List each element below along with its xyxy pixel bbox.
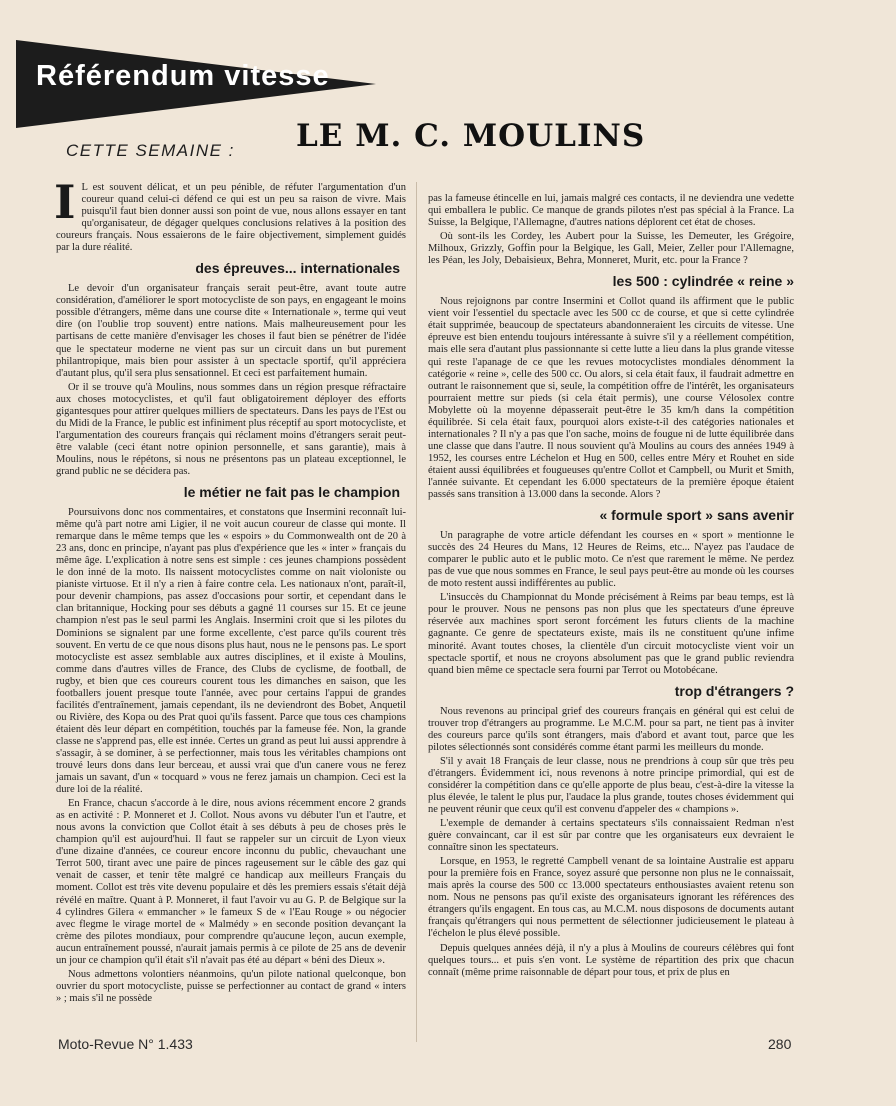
paragraph: En France, chacun s'accorde à le dire, nous avions récemment encore 2 grands as en activité : P. Monneret et J. Collot. Nous avons vu débuter l'un et l'autre, et nous avons la conviction que Collot était à ses débuts à peu de choses près le champion qu'il est aujourd'hui. Il faut se rappeler sur un circuit de Lyon vieux d'une dizaine d'années, ce coureur encore inconnu du public, chevauchant une Terrot 500, tirant avec une paire de pinces rageusement sur le câble des gaz qui venait de casser, et tenir tête malgré ce handicap aux meilleurs Français du moment. Collot est très vite devenu populaire et dès les premiers essais s'était déjà révélé en maître. Quant à P. Monneret, il faut l'avoir vu au G. P. de Belgique sur la 4 cylindres Gilera « emmancher » le fameux S de « l'Eau Rouge » ou négocier avec flegme le virage mortel de « Malmédy » en seconde position devançant la crème des pilotes mondiaux, pour comprendre qu'aucune leçon, aucun exemple, aucun entraînement poussé, n'aurait jamais permis à ce pilote de 25 ans de devenir un jour ce champion qu'il était s'il n'avait pas été au départ « béni des Dieux ». <box>56 798 406 966</box>
paragraph: L'insuccès du Championnat du Monde précisément à Reims par beau temps, est là pour le prouver. Nous ne pensons pas non plus que les spectateurs d'une épreuve réservée aux machines sport seront forcément les futurs clients de la machine gagnante. Ce genre de spectateurs existe, mais ils ne constituent qu'une infime minorité. Avant toutes choses, la clientèle d'un circuit motocycliste vient voir un spectacle sportif, et nous ne croyons absolument pas que le grand public reviendra quand bien même ce spectacle sera fourni par Terrot ou Motobécane. <box>428 592 794 676</box>
column-divider <box>416 182 417 1042</box>
paragraph: Où sont-ils les Cordey, les Aubert pour la Suisse, les Demeuter, les Grégoire, Milhoux, Grizzly, Goffin pour la Belgique, les Gall, Meier, Zeller pour l'Allemagne, les Péan, les Joly, Debaisieux, Behra, Monneret, Murit, etc. pour la France ? <box>428 231 794 267</box>
paragraph: Un paragraphe de votre article défendant les courses en « sport » mentionne le succès des 24 Heures du Mans, 12 Heures de Reims, etc... N'ayez pas l'audace de comparer le public auto et le public moto. Ce n'est que rarement le même. Ne perdez pas de vue que nous sommes en France, le seul pays peut-être au monde où les courses de moto restent aussi indifférentes au public. <box>428 530 794 590</box>
paragraph: S'il y avait 18 Français de leur classe, nous ne prendrions à coup sûr que très peu d'étrangers. Évidemment ici, nous revenons à notre principe primordial, qui est de considérer la compétition dans ce qu'elle apporte de plus beau, c'est-à-dire la vitesse la plus élevée, le talent le plus pur, l'audace la plus grande, toutes choses évidemment qui ne peuvent réunir que ceux qu'il est convenu d'appeler des « champions ». <box>428 755 794 816</box>
paragraph: Nous rejoignons par contre Insermini et Collot quand ils affirment que le public vient voir l'essentiel du spectacle avec les 500 cc de course, et que si cette cylindrée était supprimée, beaucoup de spectateurs abandonneraient les circuits de vitesse. Une épreuve est bien entendu toujours intéressante à suivre s'il y a réellement compétition, mais elle sera d'autant plus passionnante si cette lutte a lieu dans la plus grande vitesse qui reste l'apanage de ce que les revues motocyclistes mondiales dénomment la catégorie « reine », celle des 500 cc. Ou alors, si cela était faux, il faudrait admettre en outrant le raisonnement que si, seule, la compétition offre de l'intérêt, les organisateurs pourraient mettre sur pieds (si cela était permis), une course Vélosolex contre Mobylette où la moyenne dépasserait peut-être le 35 km/h dans la compétition équilibrée. Si cela était faux, pourquoi alors existe-t-il des catégories nationales et internationales ? Il n'y a pas que l'on sache, moins de fougue ni de lutte équilibrée dans une classe que dans l'autre. Il nous souvient qu'à Moulins au cours des années 1949 à 1952, les courses entre Léchelon et Hug en 500, celles entre Méry et Rouhet en side étaient aussi équilibrées et fougueuses qu'entre Collot et Campbell, ou Murit et Smith, l'année suivante. Et cependant les 6.000 spectateurs de la première époque étaient passés sans transition à 13.000 dans la seconde. Alors ? <box>428 296 794 501</box>
paragraph: Poursuivons donc nos commentaires, et constatons que Insermini reconnaît lui-même qu'à part notre ami Ligier, il ne voit aucun coureur de classe qui monte. Il remarque dans le même temps que les « espoirs » du Commonwealth ont de 20 à 23 ans, donc en principe, n'ayant pas plus d'expérience que les « inter » français du même âge. L'explication à notre sens est simple : ces jeunes champions possèdent le don inné de la moto. Ils naissent motocyclistes comme on nait violoniste ou pianiste virtuose. Et il n'y a rien à faire contre cela. Les nationaux n'ont, paraît-il, pour devenir champions, pas assez d'occasions pour sortir, et cependant dans le clan britannique, Hocking pour ses débuts a gagné 11 courses sur 15. Et ce jeune champion n'est pas le seul parmi les Anglais. Insermini croit que si les pilotes du Dominions se signalent par une forme excellente, c'est parce qu'ils courent très souvent. En vertu de ce que nous disons plus haut, nous ne le pensons pas. Le sport motocycliste est assez semblable aux autres disciplines, et il existe à Moulins, comme dans d'autres villes de France, des Clubs de cyclisme, de football, de rugby, et bien que ces coureurs courent tous les dimanches en saison, que les footballers jouent presque toute l'année, avec pour certains l'appui de grandes facilités d'entraînement, jamais cependant, ils ne deviendront des Bobet, Anquetil ou Rivière, des Kopa ou des Prat quoi qu'ils fassent. Parce que tous ces champions étaient dès leur départ en compétition, touchés par la fameuse fée. Non, la grande classe ne s'apprend pas, elle est innée. Certes un grand as peut lui aussi apprendre à s'assagir, à se dominer, à se perfectionner, mais tous les véritables champions ont trouvé leurs dons dans leur berceau, et aussi vrai que d'un canere vous ne ferez jamais un savant, d'un « tocquard » vous ne ferez jamais un champion. Ceci est la dure loi de la réalité. <box>56 507 406 796</box>
intro-paragraph <box>54 175 406 254</box>
left-column <box>54 175 406 1007</box>
paragraph: Depuis quelques années déjà, il n'y a plus à Moulins de coureurs célèbres qui font quelques tours... et puis s'en vont. Le système de répartition des prix que chacun connaît (même prime raisonnable de départ pour tous, et prix de plus en <box>428 942 794 978</box>
subheading: « formule sport » sans avenir <box>599 507 794 524</box>
subheading: le métier ne fait pas le champion <box>183 484 400 501</box>
kicker: CETTE SEMAINE : <box>66 141 235 160</box>
paragraph: Le devoir d'un organisateur français serait peut-être, avant toute autre considération, d'améliorer le sport motocycliste de son pays, en engageant le moins possible d'étrangers, même dans une course dite « Internationale », terme qui veut dire (on l'oublie trop souvent) entre nations. Mais malheureusement pour les partisans de cette manière d'envisager les choses il faut bien se pénétrer de l'idée que le spectateur moderne ne vient pas sur un circuit dans un but purement philantropique, mais bien pour assister à un spectacle sportif, qu'il appréciera d'autant plus, qu'il sera plus sensationnel. Et ceci est parfaitement humain. <box>56 283 406 379</box>
intro-text: L est souvent délicat, et un peu pénible, de réfuter l'argumentation d'un coureur quand celui-ci défend ce qui est un peu sa raison de vivre. Mais puisqu'il faut bien donner aussi son point de vue, nous allons essayer en tant qu'organisateur, de dégager quelques conclusions relatives à la position des coureurs français. Nous essaierons de le faire objectivement, simplement guidés par la dure réalité. <box>56 182 406 254</box>
paragraph: pas la fameuse étincelle en lui, jamais malgré ces contacts, il ne deviendra une vedette qui emballera le public. Ce manque de grands pilotes n'est pas spécial à la France. La Suisse, la Belgique, l'Allemagne, d'autres nations déplorent cet état de choses. <box>428 193 794 229</box>
paragraph: Nous admettons volontiers néanmoins, qu'un pilote national quelconque, bon ouvrier du sport motocycliste, puisse se perfectionner au contact de grand « inters » ; mais s'il ne possède <box>56 968 406 1004</box>
magazine-issue: Moto-Revue N° 1.433 <box>58 1036 193 1052</box>
subheading: les 500 : cylindrée « reine » <box>612 273 794 290</box>
paragraph: Or il se trouve qu'à Moulins, nous sommes dans un région presque réfractaire aux choses motocyclistes, et qu'il faut obligatoirement déployer des efforts gigantesques pour attirer quelques milliers de spectateurs. Dans les pays de l'Est ou du Midi de la France, le public est infiniment plus réceptif au sport motocycliste, et l'argumentation des coureurs français qui réclament moins d'étrangers serait peut-être valable (ceci étant notre opinion personnelle, et sans garantie), mais à Moulins, nous le répétons, si nous ne présentons pas un plateau exceptionnel, le grand public ne se décidera pas. <box>56 381 406 477</box>
paragraph: Lorsque, en 1953, le regretté Campbell venant de sa lointaine Australie est apparu pour la première fois en France, soyez assuré que personne non plus ne le connaissait, mais après la course des 500 cc 13.000 spectateurs enthousiastes avaient retenu son nom. Nous ne pensons pas qu'il existe des organisateurs ignorant les références des étrangers qu'ils engagent. En tous cas, au M.C.M. nous disposons de documents autant français qu'étrangers qui nous permettent de sélectionner judicieusement le plateau à l'échelon le plus élevé possible. <box>428 856 794 940</box>
banner-title: Référendum vitesse <box>36 60 330 92</box>
paragraph: L'exemple de demander à certains spectateurs s'ils connaissaient Redman n'est guère convaincant, car il est sûr par contre que les organisateurs eux devraient le connaître sinon les spectateurs. <box>428 818 794 854</box>
drop-cap: I <box>54 175 76 229</box>
subheading: des épreuves... internationales <box>195 260 400 277</box>
subheading: trop d'étrangers ? <box>674 682 794 699</box>
right-column <box>428 193 794 981</box>
page-number: 280 <box>768 1036 792 1052</box>
section-banner <box>16 40 376 128</box>
headline: LE M. C. MOULINS <box>296 118 646 154</box>
paragraph: Nous revenons au principal grief des coureurs français en général qui est celui de trouver trop d'étrangers au programme. Le M.C.M. pour sa part, ne tient pas à inviter des coureurs parce qu'ils sont étrangers, mais d'abord et avant tout, parce que les pilotes sélectionnés sont considérés comme étant parmi les meilleurs du monde. <box>428 705 794 753</box>
